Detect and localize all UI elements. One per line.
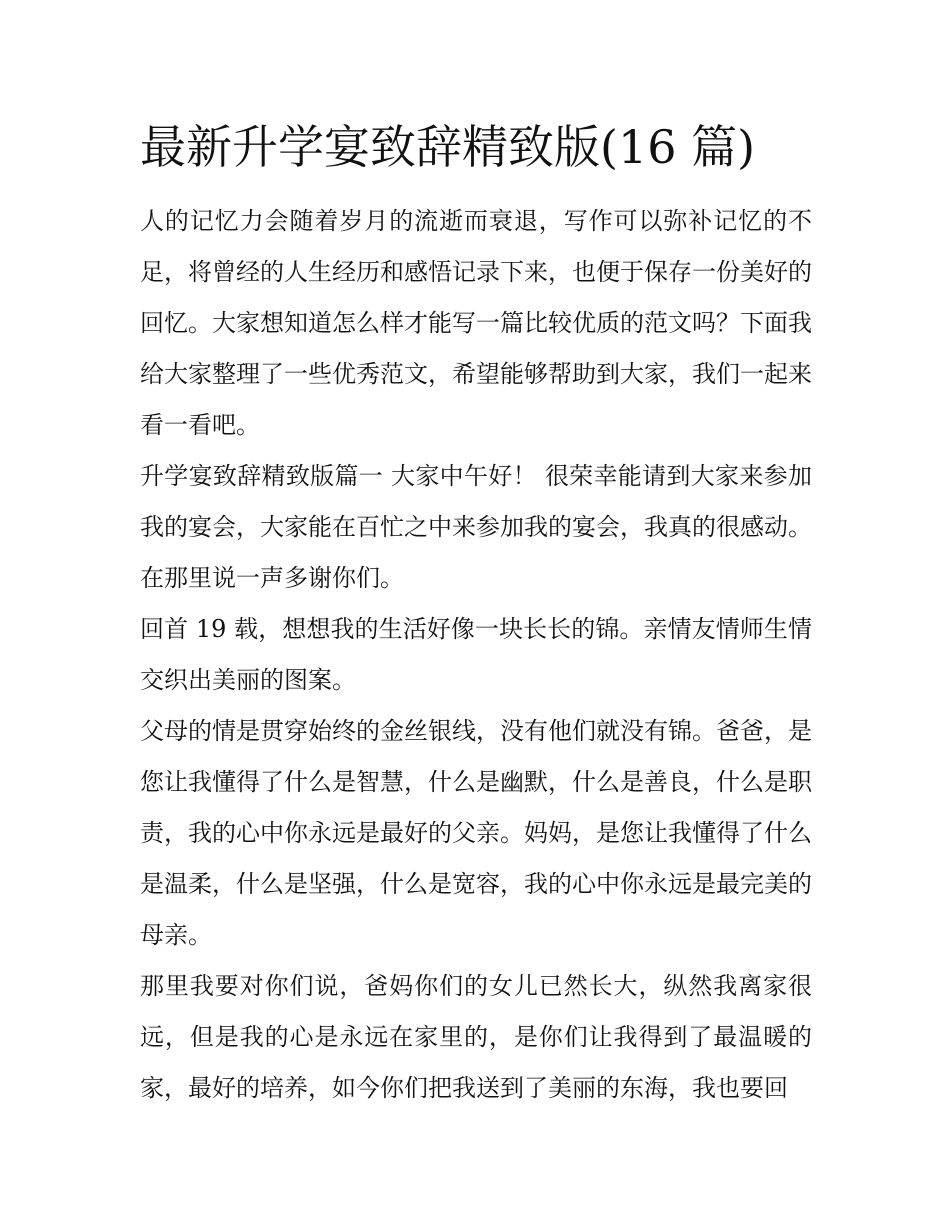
paragraph-looking-back: 回首 19 载，想想我的生活好像一块长长的锦。亲情友情师生情交织出美丽的图案。 [140,615,812,694]
paragraph-parents: 父母的情是贯穿始终的金丝银线，没有他们就没有锦。爸爸，是您让我懂得了什么是智慧，什么是幽默，什么是善良，什么是职责，我的心中你永远是最好的父亲。妈妈，是您让我懂得了什么是温柔，什么是坚强，什么是宽容，我的心中你永远是最完美的母亲。 [140,717,812,949]
document-body [140,196,812,1114]
paragraph-greeting: 升学宴致辞精致版篇一 大家中午好！ 很荣幸能请到大家来参加我的宴会，大家能在百忙之中来参加我的宴会，我真的很感动。在那里说一声多谢你们。 [140,462,812,592]
paragraph-intro: 人的记忆力会随着岁月的流逝而衰退，写作可以弥补记忆的不足，将曾经的人生经历和感悟记录下来，也便于保存一份美好的回忆。大家想知道怎么样才能写一篇比较优质的范文吗？下面我给大家整理了一些优秀范文，希望能够帮助到大家，我们一起来看一看吧。 [140,207,812,439]
paragraph-message-to-parents: 那里我要对你们说，爸妈你们的女儿已然长大，纵然我离家很远，但是我的心是永远在家里的，是你们让我得到了最温暖的家，最好的培养，如今你们把我送到了美丽的东海，我也要回 [140,972,812,1102]
document-title: 最新升学宴致辞精致版(16 篇) [140,120,756,174]
